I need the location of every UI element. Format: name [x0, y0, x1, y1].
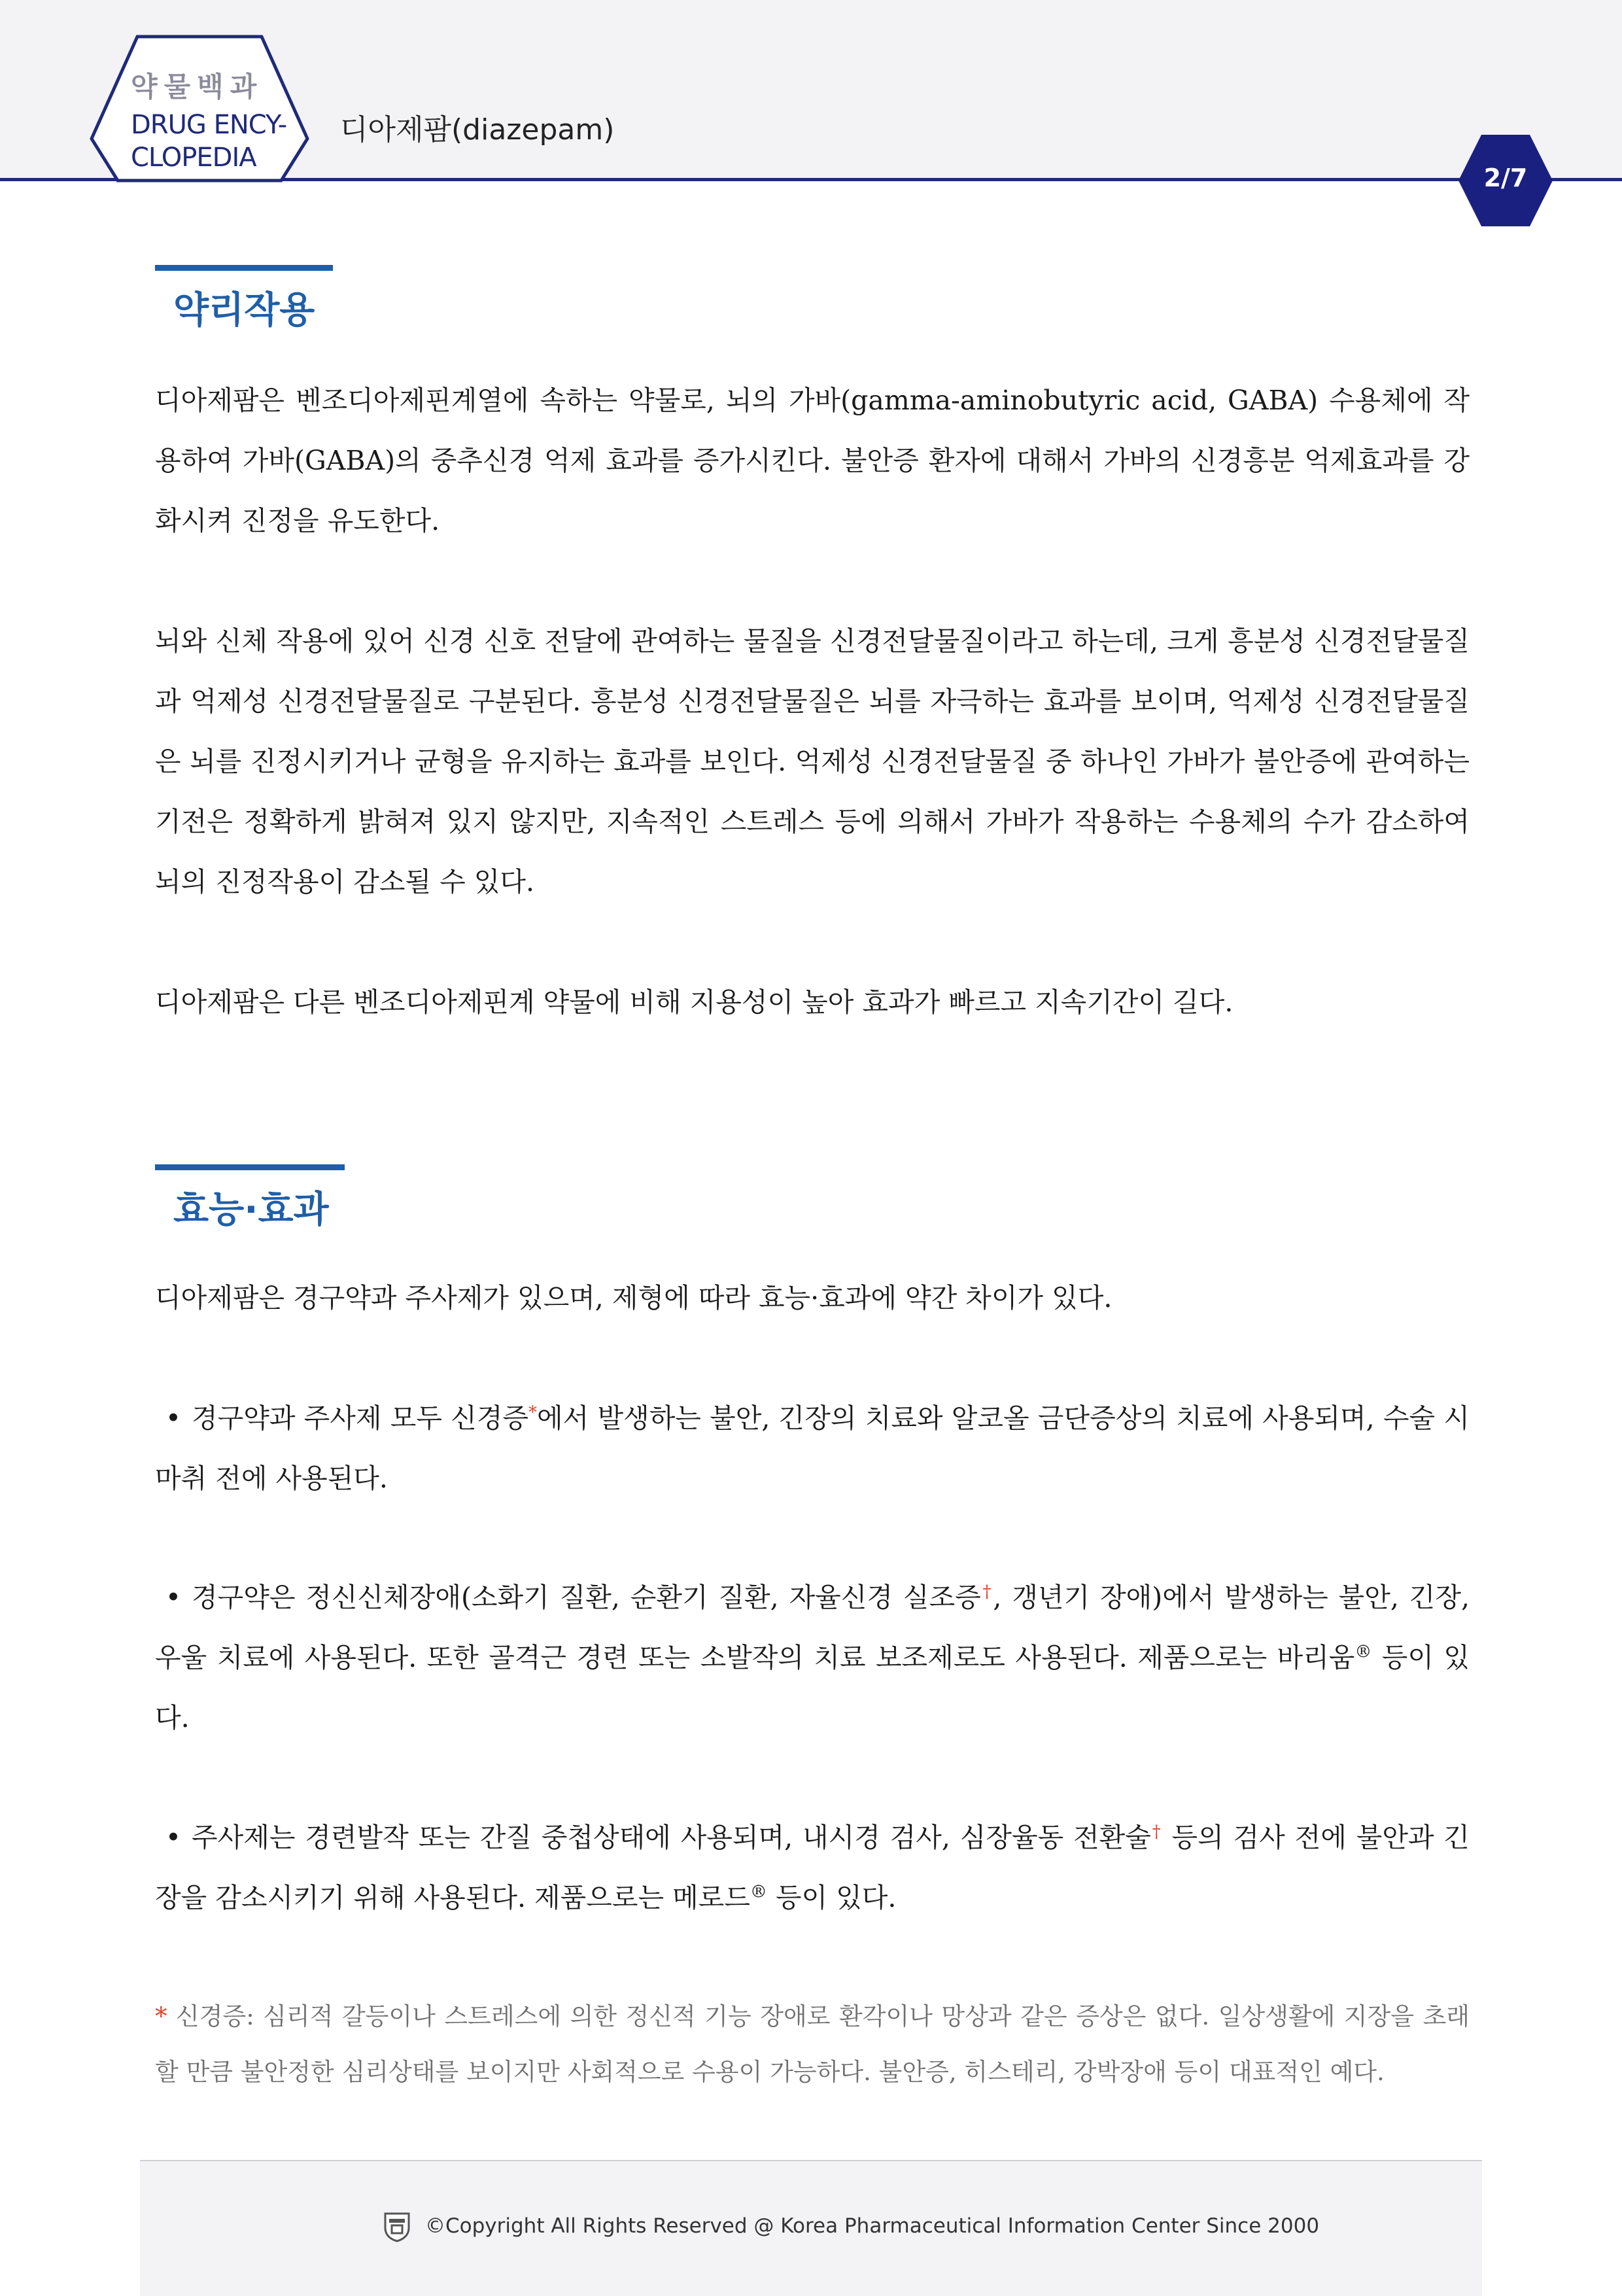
- logo-english-line2: CLOPEDIA: [131, 143, 256, 173]
- footnote: [155, 1989, 1470, 2100]
- document-title: 디아제팜(diazepam): [340, 113, 615, 147]
- section-title-pharmacology: 약리작용: [173, 289, 315, 332]
- page-number: 2/7: [1483, 164, 1528, 192]
- paragraph: 디아제팜은 다른 벤조디아제핀계 약물에 비해 지용성이 높아 효과가 빠르고 지속기간이 길다.: [155, 986, 1234, 1018]
- bullet-item: • 주사제는 경련발작 또는 간질 중첩상태에 사용되며, 내시경 검사, 심장율동 전환술† 등의 검사 전에 불안과 긴장을 감소시키기 위해 사용된다. 제품으로는 메로드® 등이 있다.: [155, 1807, 1470, 1928]
- paragraph: 뇌와 신체 작용에 있어 신경 신호 전달에 관여하는 물질을 신경전달물질이라고 하는데, 크게 흥분성 신경전달물질과 억제성 신경전달물질로 구분된다. 흥분성 신경전달물질은 뇌를 자극하는 효과를 보이며, 억제성 신경전달물질은 뇌를 진정시키거나 균형을 유지하는 효과를 보인다. 억제성 신경전달물질 중 하나인 가바가 불안증에 관여하는 기전은 정확하게 밝혀져 있지 않지만, 지속적인 스트레스 등에 의해서 가바가 작용하는 수용체의 수가 감소하여 뇌의 진정작용이 감소될 수 있다.: [155, 625, 1470, 897]
- paragraph: 디아제팜은 벤조디아제핀계열에 속하는 약물로, 뇌의 가바(gamma-aminobutyric acid, GABA) 수용체에 작용하여 가바(GABA)의 중추신경 억제 효과를 증가시킨다. 불안증 환자에 대해서 가바의 신경흥분 억제효과를 강화시켜 진정을 유도한다.: [155, 385, 1470, 536]
- logo-korean: 약물백과: [131, 71, 264, 103]
- section-title-efficacy: 효능·효과: [173, 1189, 329, 1231]
- section-bar-efficacy: [155, 1164, 345, 1170]
- footnote-text: 신경증: 심리적 갈등이나 스트레스에 의한 정신적 기능 장애로 환각이나 망상과 같은 증상은 없다. 일상생활에 지장을 초래할 만큼 불안정한 심리상태를 보이지만 사회적으로 수용이 가능하다. 불안증, 히스테리, 강박장애 등이 대표적인 예다.: [155, 2002, 1470, 2086]
- footer-copyright: ©Copyright All Rights Reserved @ Korea Pharmaceutical Information Center Since 2000: [425, 2214, 1320, 2238]
- bullet-item: • 경구약과 주사제 모두 신경증*에서 발생하는 불안, 긴장의 치료와 알코올 금단증상의 치료에 사용되며, 수술 시 마취 전에 사용된다.: [155, 1388, 1470, 1508]
- footnote-marker: *: [528, 1402, 538, 1423]
- footnote-star: *: [155, 2002, 167, 2030]
- bullet-item: • 경구약은 정신신체장애(소화기 질환, 순환기 질환, 자율신경 실조증†, 갱년기 장애)에서 발생하는 불안, 긴장, 우울 치료에 사용된다. 또한 골격근 경련 또는 소발작의 치료 보조제로도 사용된다. 제품으로는 바리움® 등이 있다.: [155, 1567, 1470, 1748]
- bullet-mark: •: [165, 1402, 182, 1434]
- bullet-mark: •: [165, 1582, 182, 1613]
- registered-mark: ®: [750, 1882, 767, 1902]
- bullet-mark: •: [165, 1822, 182, 1853]
- logo-english-line1: DRUG ENCY-: [131, 110, 287, 140]
- logo: [131, 65, 288, 174]
- footnote-marker: †: [1150, 1822, 1162, 1842]
- section-bar-pharmacology: [155, 265, 333, 271]
- paragraph-intro: 디아제팜은 경구약과 주사제가 있으며, 제형에 따라 효능·효과에 약간 차이가 있다.: [155, 1282, 1113, 1313]
- footnote-marker: †: [980, 1582, 993, 1602]
- registered-mark: ®: [1355, 1642, 1372, 1662]
- shield-emblem-icon: [383, 2211, 411, 2242]
